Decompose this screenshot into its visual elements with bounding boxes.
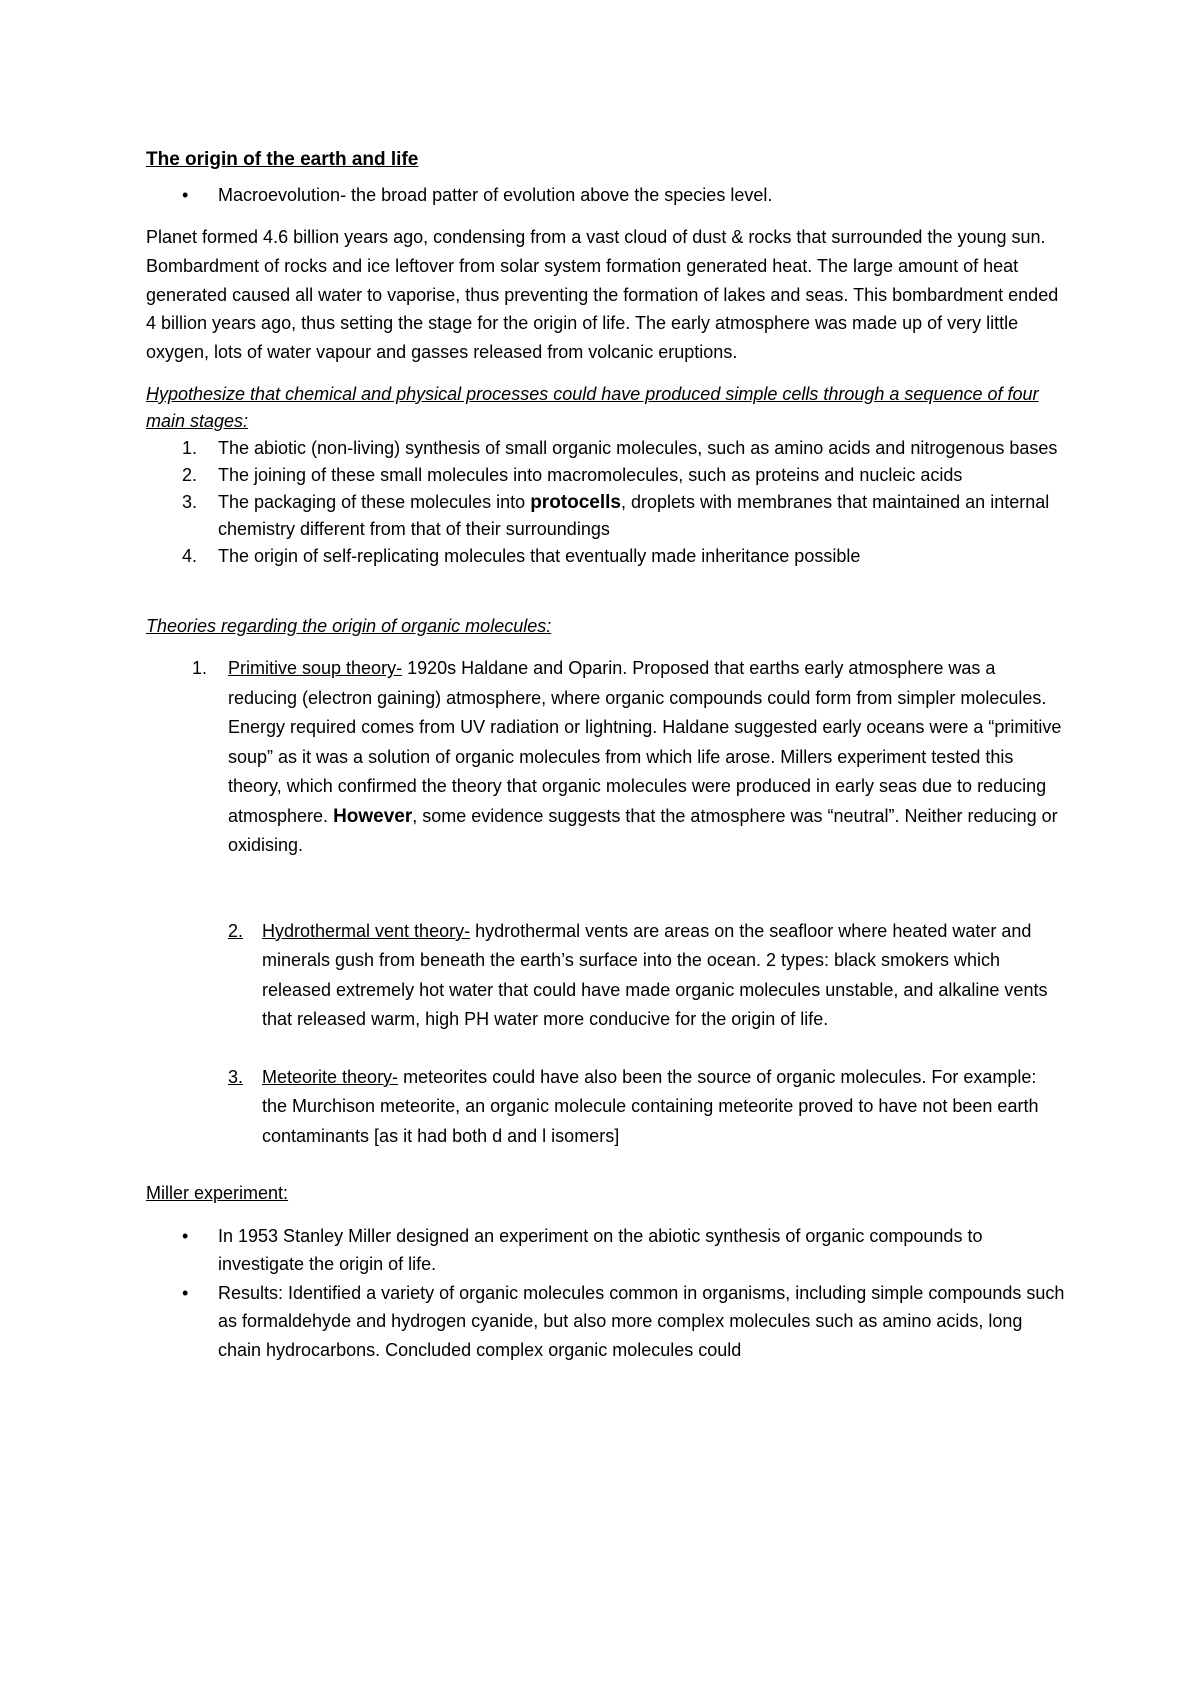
theory-text: meteorites could have also been the source of organic molecules. For example: the Murchison meteorite, an organic molecule containing meteorite proved to have not been earth contaminants [as it had both d and l isomers] bbox=[262, 1066, 1039, 1146]
theory-item bbox=[146, 917, 1066, 1035]
paragraph: Planet formed 4.6 billion years ago, condensing from a vast cloud of dust & rocks that surrounded the young sun. Bombardment of rocks and ice leftover from solar system formation generated heat. The large amount of heat generated caused all water to vaporise, thus preventing the formation of lakes and seas. This bombardment ended 4 billion years ago, thus setting the stage for the origin of life. The early atmosphere was made up of very little oxygen, lots of water vapour and gasses released from volcanic eruptions. bbox=[146, 227, 1059, 363]
list-item: • Results: Identified a variety of organic molecules common in organisms, including simple compounds such as formaldehyde and hydrogen cyanide, but also more complex molecules such as amino acids, long chain hydrocarbons. Concluded complex organic molecules could bbox=[146, 1279, 1066, 1365]
theory-title: Primitive soup theory- bbox=[228, 658, 403, 679]
list-item bbox=[146, 435, 1066, 462]
theory-item bbox=[146, 654, 1066, 861]
miller-heading: Miller experiment: bbox=[146, 1183, 289, 1204]
list-number: 3. bbox=[228, 1066, 244, 1087]
list-text: The joining of these small molecules into macromolecules, such as proteins and nucleic acids bbox=[218, 464, 963, 485]
list-item bbox=[146, 462, 1066, 489]
miller-list bbox=[146, 1222, 1066, 1365]
list-text: , droplets with membranes that maintained an internal chemistry different from that of their surroundings bbox=[218, 491, 1050, 539]
list-number: 2. bbox=[228, 920, 244, 941]
stages-heading: Hypothesize that chemical and physical processes could have produced simple cells through a sequence of four main stages: bbox=[146, 383, 1039, 431]
list-item: • Macroevolution- the broad patter of evolution above the species level. bbox=[146, 181, 1066, 210]
bold-term: protocells bbox=[530, 491, 621, 513]
list-number: 1. bbox=[192, 658, 208, 679]
page-title: The origin of the earth and life bbox=[146, 149, 419, 170]
list-number: 1. bbox=[182, 437, 198, 458]
theory-item bbox=[146, 1063, 1066, 1152]
document-body bbox=[146, 146, 1066, 1364]
theory-title: Hydrothermal vent theory- bbox=[262, 920, 471, 941]
list-number: 2. bbox=[182, 464, 198, 485]
bold-term: However bbox=[333, 805, 413, 827]
list-item bbox=[146, 489, 1066, 543]
intro-list bbox=[146, 181, 1066, 210]
list-number: 4. bbox=[182, 545, 198, 566]
list-text: The packaging of these molecules into bbox=[218, 491, 531, 512]
list-item: • In 1953 Stanley Miller designed an experiment on the abiotic synthesis of organic compounds to investigate the origin of life. bbox=[146, 1222, 1066, 1279]
theory-text: , some evidence suggests that the atmosphere was “neutral”. Neither reducing or oxidising. bbox=[228, 805, 1058, 856]
list-text: The abiotic (non-living) synthesis of small organic molecules, such as amino acids and nitrogenous bases bbox=[218, 437, 1058, 458]
theories-list bbox=[146, 654, 1066, 861]
theory-text: hydrothermal vents are areas on the seafloor where heated water and minerals gush from beneath the earth’s surface into the ocean. 2 types: black smokers which released extremely hot water that could have made organic molecules unstable, and alkaline vents that released warm, high PH water more conducive for the origin of life. bbox=[262, 920, 1048, 1030]
theories-heading: Theories regarding the origin of organic molecules: bbox=[146, 615, 552, 636]
theory-title: Meteorite theory- bbox=[262, 1066, 399, 1087]
theory-text: 1920s Haldane and Oparin. Proposed that earths early atmosphere was a reducing (electron gaining) atmosphere, where organic compounds could form from simpler molecules. Energy required comes from UV radiation or lightning. Haldane suggested early oceans were a “primitive soup” as it was a solution of organic molecules from which life arose. Millers experiment tested this theory, which confirmed the theory that organic molecules were produced in early seas due to reducing atmosphere. bbox=[228, 658, 1062, 826]
list-item bbox=[146, 543, 1066, 570]
stages-list bbox=[146, 435, 1066, 570]
list-number: 3. bbox=[182, 491, 198, 512]
list-text: The origin of self-replicating molecules that eventually made inheritance possible bbox=[218, 545, 861, 566]
